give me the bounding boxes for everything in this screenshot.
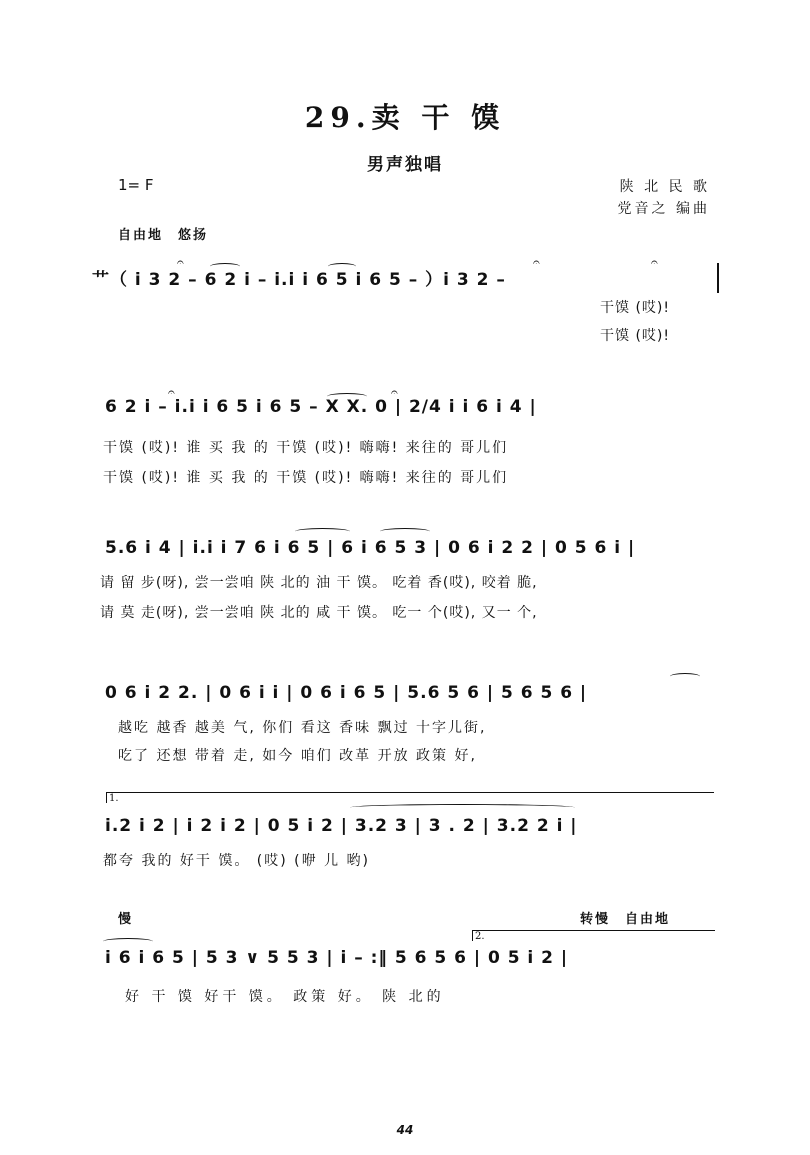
slur-mark bbox=[380, 528, 430, 535]
notation-line: 6 2 i – i.i i 6 5 i 6 5 – X X. 0 | 2/4 i i 6 i 4 | bbox=[105, 397, 537, 417]
notation-line: i 6 i 6 5 | 5 3 ∨ 5 5 3 | i – :‖ 5 6 5 6 | 0 5 i 2 | bbox=[105, 948, 569, 968]
lyric-verse-2: 吃了 还想 带着 走, 如今 咱们 改革 开放 政策 好, bbox=[118, 748, 477, 764]
lyric-verse-1: 请 留 步(呀), 尝一尝咱 陕 北的 油 干 馍。 吃着 香(哎), 咬着 脆, bbox=[100, 575, 538, 591]
fermata-icon: 𝄐 bbox=[168, 385, 175, 399]
fermata-icon: 𝄐 bbox=[533, 255, 540, 269]
lyric-verse-2: 干馍 (哎)! 谁 买 我 的 干馍 (哎)! 嗨嗨! 来往的 哥儿们 bbox=[103, 470, 509, 486]
lyric-verse-1: 都夸 我的 好干 馍。 (哎) (咿 儿 哟) bbox=[103, 853, 370, 869]
credit-arranger: 党音之 编曲 bbox=[617, 201, 710, 217]
tempo-mark-start: 自由地 悠扬 bbox=[118, 228, 209, 243]
fermata-icon: 𝄐 bbox=[177, 255, 184, 269]
fermata-icon: 𝄐 bbox=[391, 385, 398, 399]
lyric-verse-2: 请 莫 走(呀), 尝一尝咱 陕 北的 咸 干 馍。 吃一 个(哎), 又一 个, bbox=[100, 605, 538, 621]
notation-line: i.2 i 2 | i 2 i 2 | 0 5 i 2 | 3.2 3 | 3 . 2 | 3.2 2 i | bbox=[105, 816, 578, 836]
notation-line: 0 6 i 2 2. | 0 6 i i | 0 6 i 6 5 | 5.6 5 6 | 5 6 5 6 | bbox=[105, 683, 588, 703]
song-title: 29.卖 干 馍 bbox=[304, 101, 506, 134]
song-subtitle: 男声独唱 bbox=[367, 155, 443, 175]
volta-bracket: 2. bbox=[472, 930, 715, 941]
volta-bracket: 1. bbox=[106, 792, 714, 803]
slur-mark bbox=[670, 673, 700, 680]
fermata-icon: 𝄐 bbox=[651, 255, 658, 269]
slur-mark bbox=[103, 938, 153, 945]
lyric-verse-1: 干馍 (哎)! 谁 买 我 的 干馍 (哎)! 嗨嗨! 来往的 哥儿们 bbox=[103, 440, 509, 456]
lyric-verse-1: 越吃 越香 越美 气, 你们 看这 香味 飘过 十字儿街, bbox=[118, 720, 487, 736]
tempo-mark-slower-free: 转慢 自由地 bbox=[580, 912, 671, 927]
lyric-verse-2: 干馍 (哎)! bbox=[600, 328, 670, 344]
credit-origin: 陕 北 民 歌 bbox=[619, 179, 710, 195]
barline bbox=[717, 263, 719, 293]
key-signature: 1= F bbox=[118, 176, 154, 194]
lyric-verse-1: 好 干 馍 好干 馍。 政策 好。 陕 北的 bbox=[125, 989, 445, 1005]
tempo-mark-slow: 慢 bbox=[118, 912, 134, 927]
notation-line: 艹（ i 3 2 – 6 2 i – i.i i 6 5 i 6 5 – ）i 3 2 – bbox=[92, 270, 506, 290]
slur-mark bbox=[350, 804, 575, 811]
slur-mark bbox=[295, 528, 350, 535]
page-number: 44 bbox=[396, 1123, 414, 1137]
lyric-verse-1: 干馍 (哎)! bbox=[600, 300, 670, 316]
notation-line: 5.6 i 4 | i.i i 7 6 i 6 5 | 6 i 6 5 3 | 0 6 i 2 2 | 0 5 6 i | bbox=[105, 538, 636, 558]
